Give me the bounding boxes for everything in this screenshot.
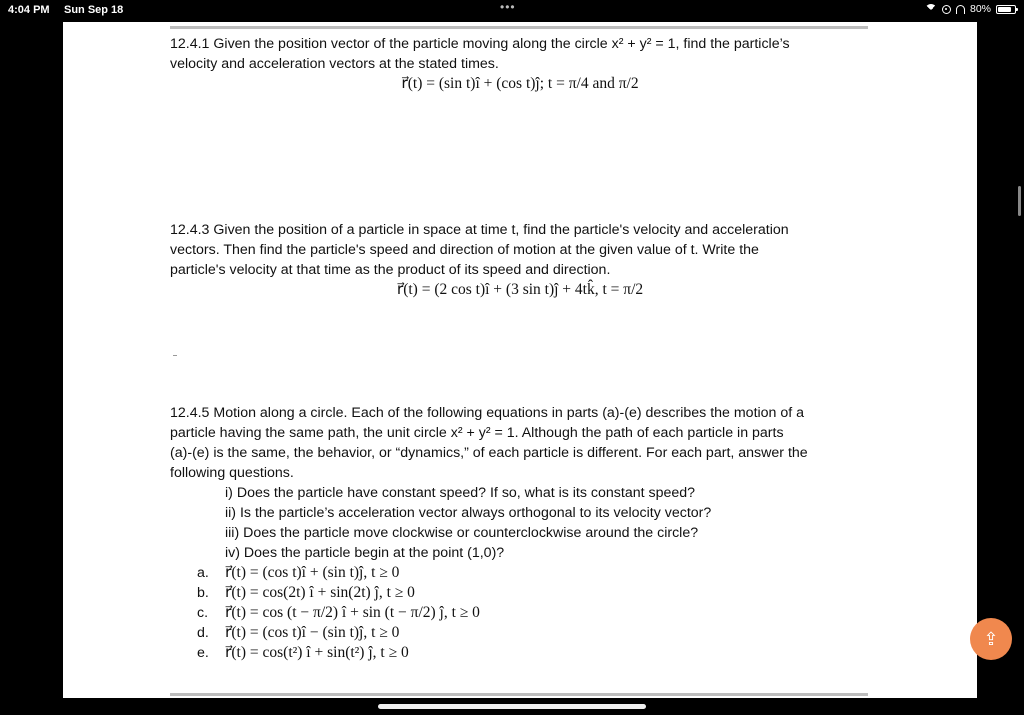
part-item <box>197 643 870 663</box>
part-item <box>197 603 870 623</box>
part-label: b. <box>197 585 209 601</box>
scroll-indicator[interactable] <box>1018 186 1021 216</box>
part-label: a. <box>197 565 209 581</box>
focus-icon <box>942 5 951 14</box>
part-equation: r⃗(t) = (cos t)î + (sin t)ĵ, t ≥ 0 <box>225 564 400 581</box>
battery-percent: 80% <box>969 3 991 15</box>
status-date: Sun Sep 18 <box>64 4 124 16</box>
position-equation: r⃗(t) = (2 cos t)î + (3 sin t)ĵ + 4tk̂, t = π/2 <box>396 281 644 298</box>
part-item <box>197 563 870 583</box>
question-item: iv) Does the particle begin at the point (1,0)? <box>225 545 505 561</box>
status-indicators <box>925 3 1016 15</box>
stray-mark <box>173 355 177 356</box>
problem-12-4-3 <box>170 220 870 300</box>
bottom-divider <box>170 693 868 696</box>
problem-text-line: velocity and acceleration vectors at the stated times. <box>170 56 499 72</box>
problem-12-4-5 <box>170 403 870 663</box>
part-equation: r⃗(t) = cos (t − π/2) î + sin (t − π/2) ĵ, t ≥ 0 <box>225 604 480 621</box>
question-item: ii) Is the particle’s acceleration vector always orthogonal to its velocity vector? <box>225 505 712 521</box>
problem-text-line: particle's velocity at that time as the product of its speed and direction. <box>170 262 611 278</box>
parts-list <box>197 563 870 663</box>
home-indicator[interactable] <box>378 704 646 709</box>
part-label: c. <box>197 605 209 621</box>
share-icon: ⇪ <box>983 628 999 650</box>
battery-icon <box>996 5 1016 14</box>
battery-fill <box>998 7 1011 12</box>
status-time: 4:04 PM <box>8 4 50 16</box>
part-equation: r⃗(t) = cos(2t) î + sin(2t) ĵ, t ≥ 0 <box>225 584 415 601</box>
share-button[interactable] <box>970 618 1012 660</box>
part-equation: r⃗(t) = (cos t)î − (sin t)ĵ, t ≥ 0 <box>225 624 400 641</box>
question-item: i) Does the particle have constant speed? If so, what is its constant speed? <box>225 485 696 501</box>
part-label: e. <box>197 645 209 661</box>
problem-text-line: (a)-(e) is the same, the behavior, or “dynamics,” of each particle is different. For each part, answer the <box>170 445 808 461</box>
problem-text-line: following questions. <box>170 465 294 481</box>
problem-12-4-1 <box>170 34 870 94</box>
problem-text-line: particle having the same path, the unit circle x² + y² = 1. Although the path of each particle in parts <box>170 425 784 441</box>
headphone-icon <box>956 5 965 14</box>
part-equation: r⃗(t) = cos(t²) î + sin(t²) ĵ, t ≥ 0 <box>225 644 409 661</box>
top-divider <box>170 26 868 29</box>
part-item <box>197 583 870 603</box>
multitasking-dots[interactable]: ••• <box>500 0 516 14</box>
document-page[interactable] <box>63 22 977 698</box>
part-label: d. <box>197 625 209 641</box>
wifi-icon <box>925 4 937 14</box>
problem-text-line: 12.4.3 Given the position of a particle in space at time t, find the particle's velocity and acceleration <box>170 222 789 238</box>
status-bar <box>0 0 1024 22</box>
question-list <box>225 483 870 563</box>
part-item <box>197 623 870 643</box>
problem-text-line: vectors. Then find the particle's speed and direction of motion at the given value of t. Write the <box>170 242 759 258</box>
problem-text-line: 12.4.5 Motion along a circle. Each of the following equations in parts (a)-(e) describes the motion of a <box>170 405 805 421</box>
position-equation: r⃗(t) = (sin t)î + (cos t)ĵ; t = π/4 and π/2 <box>401 75 639 92</box>
question-item: iii) Does the particle move clockwise or counterclockwise around the circle? <box>225 525 699 541</box>
problem-text-line: 12.4.1 Given the position vector of the particle moving along the circle x² + y² = 1, find the particle’s <box>170 36 790 52</box>
